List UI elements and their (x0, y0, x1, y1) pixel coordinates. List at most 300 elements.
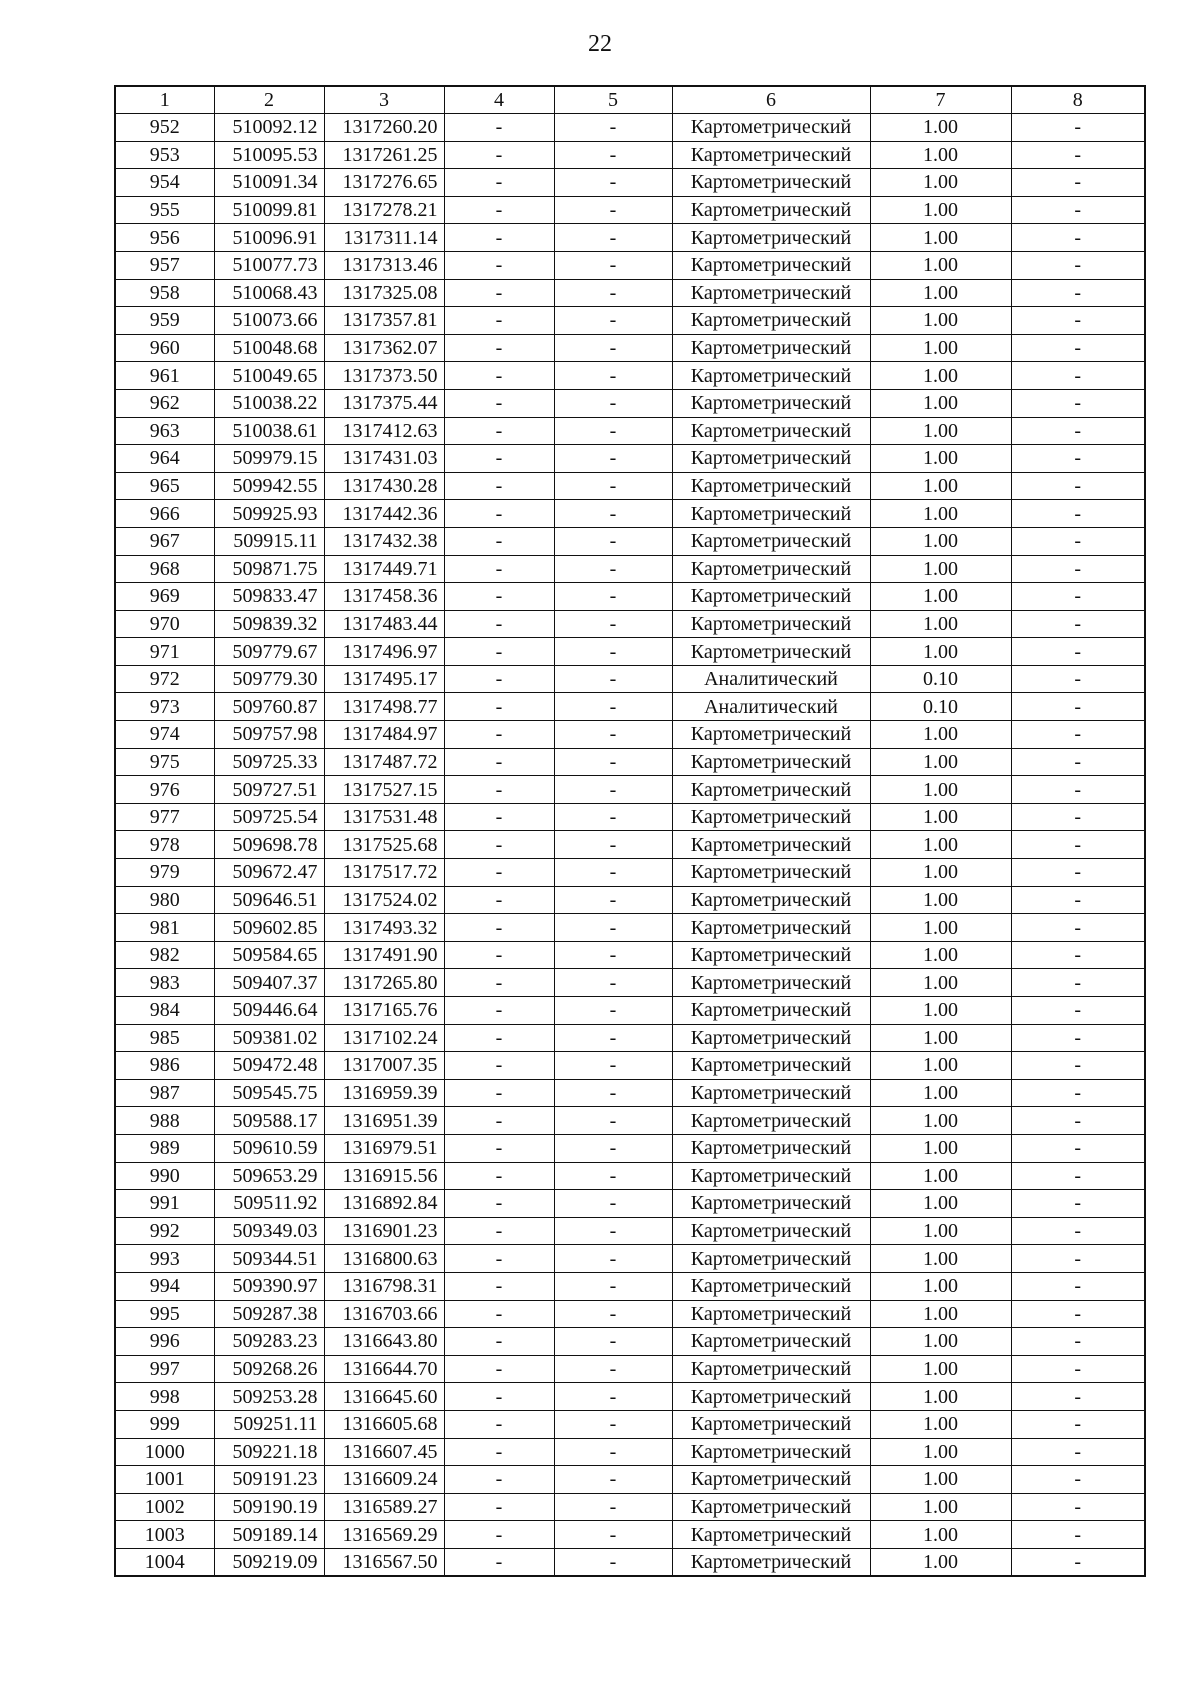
accuracy-cell: 1.00 (870, 803, 1011, 831)
col-5-cell: - (554, 196, 672, 224)
col-8-cell: - (1011, 1162, 1145, 1190)
y-coordinate-cell: 1316979.51 (324, 1134, 444, 1162)
col-4-cell: - (444, 472, 554, 500)
col-8-cell: - (1011, 1052, 1145, 1080)
point-number-cell: 969 (115, 583, 214, 611)
point-number-cell: 972 (115, 665, 214, 693)
col-5-cell: - (554, 776, 672, 804)
col-4-cell: - (444, 914, 554, 942)
col-4-cell: - (444, 1245, 554, 1273)
col-8-cell: - (1011, 997, 1145, 1025)
x-coordinate-cell: 509472.48 (214, 1052, 324, 1080)
y-coordinate-cell: 1316703.66 (324, 1300, 444, 1328)
x-coordinate-cell: 510049.65 (214, 362, 324, 390)
col-8-cell: - (1011, 1245, 1145, 1273)
col-5-cell: - (554, 941, 672, 969)
col-8-cell: - (1011, 1355, 1145, 1383)
point-number-cell: 1001 (115, 1466, 214, 1494)
table-row (115, 1272, 1145, 1300)
col-4-cell: - (444, 831, 554, 859)
y-coordinate-cell: 1316901.23 (324, 1217, 444, 1245)
col-5-cell: - (554, 1328, 672, 1356)
accuracy-cell: 1.00 (870, 417, 1011, 445)
col-4-cell: - (444, 803, 554, 831)
y-coordinate-cell: 1317498.77 (324, 693, 444, 721)
accuracy-cell: 1.00 (870, 472, 1011, 500)
point-number-cell: 1003 (115, 1521, 214, 1549)
method-cell: Картометрический (672, 1245, 870, 1273)
point-number-cell: 957 (115, 251, 214, 279)
accuracy-cell: 1.00 (870, 583, 1011, 611)
method-cell: Картометрический (672, 1300, 870, 1328)
x-coordinate-cell: 509253.28 (214, 1383, 324, 1411)
col-5-cell: - (554, 1466, 672, 1494)
table-row (115, 417, 1145, 445)
col-4-cell: - (444, 1300, 554, 1328)
table-body (115, 114, 1145, 1577)
x-coordinate-cell: 509602.85 (214, 914, 324, 942)
col-5-cell: - (554, 1024, 672, 1052)
accuracy-cell: 1.00 (870, 941, 1011, 969)
accuracy-cell: 1.00 (870, 1079, 1011, 1107)
accuracy-cell: 1.00 (870, 1383, 1011, 1411)
table-row (115, 389, 1145, 417)
col-4-cell: - (444, 1190, 554, 1218)
col-4-cell: - (444, 1355, 554, 1383)
col-4-cell: - (444, 279, 554, 307)
x-coordinate-cell: 509925.93 (214, 500, 324, 528)
point-number-cell: 959 (115, 307, 214, 335)
x-coordinate-cell: 509833.47 (214, 583, 324, 611)
y-coordinate-cell: 1317458.36 (324, 583, 444, 611)
accuracy-cell: 1.00 (870, 251, 1011, 279)
x-coordinate-cell: 509446.64 (214, 997, 324, 1025)
col-4-cell: - (444, 638, 554, 666)
point-number-cell: 978 (115, 831, 214, 859)
col-5-cell: - (554, 1052, 672, 1080)
y-coordinate-cell: 1317484.97 (324, 721, 444, 749)
col-5-cell: - (554, 1383, 672, 1411)
col-5-cell: - (554, 555, 672, 583)
y-coordinate-cell: 1317260.20 (324, 114, 444, 142)
accuracy-cell: 0.10 (870, 693, 1011, 721)
point-number-cell: 974 (115, 721, 214, 749)
method-cell: Картометрический (672, 114, 870, 142)
method-cell: Аналитический (672, 693, 870, 721)
x-coordinate-cell: 510077.73 (214, 251, 324, 279)
col-4-cell: - (444, 527, 554, 555)
col-4-cell: - (444, 389, 554, 417)
col-4-cell: - (444, 665, 554, 693)
table-row (115, 1521, 1145, 1549)
method-cell: Картометрический (672, 445, 870, 473)
col-8-cell: - (1011, 610, 1145, 638)
col-8-cell: - (1011, 969, 1145, 997)
table-row (115, 114, 1145, 142)
accuracy-cell: 1.00 (870, 831, 1011, 859)
point-number-cell: 1000 (115, 1438, 214, 1466)
table-row (115, 1493, 1145, 1521)
accuracy-cell: 1.00 (870, 1052, 1011, 1080)
col-8-cell: - (1011, 665, 1145, 693)
method-cell: Картометрический (672, 1024, 870, 1052)
accuracy-cell: 1.00 (870, 721, 1011, 749)
y-coordinate-cell: 1317007.35 (324, 1052, 444, 1080)
col-5-cell: - (554, 665, 672, 693)
y-coordinate-cell: 1317165.76 (324, 997, 444, 1025)
x-coordinate-cell: 510099.81 (214, 196, 324, 224)
col-8-cell: - (1011, 389, 1145, 417)
x-coordinate-cell: 509511.92 (214, 1190, 324, 1218)
table-row (115, 748, 1145, 776)
y-coordinate-cell: 1316567.50 (324, 1548, 444, 1576)
accuracy-cell: 1.00 (870, 969, 1011, 997)
point-number-cell: 960 (115, 334, 214, 362)
col-8-cell: - (1011, 224, 1145, 252)
col-5-cell: - (554, 1493, 672, 1521)
col-4-cell: - (444, 997, 554, 1025)
point-number-cell: 996 (115, 1328, 214, 1356)
col-4-cell: - (444, 1217, 554, 1245)
accuracy-cell: 1.00 (870, 555, 1011, 583)
method-cell: Картометрический (672, 196, 870, 224)
col-5-cell: - (554, 914, 672, 942)
col-5-cell: - (554, 886, 672, 914)
x-coordinate-cell: 509779.67 (214, 638, 324, 666)
accuracy-cell: 1.00 (870, 114, 1011, 142)
point-number-cell: 954 (115, 169, 214, 197)
x-coordinate-cell: 509584.65 (214, 941, 324, 969)
col-4-cell: - (444, 362, 554, 390)
x-coordinate-cell: 509760.87 (214, 693, 324, 721)
point-number-cell: 984 (115, 997, 214, 1025)
accuracy-cell: 1.00 (870, 1272, 1011, 1300)
col-4-cell: - (444, 1410, 554, 1438)
x-coordinate-cell: 509839.32 (214, 610, 324, 638)
accuracy-cell: 1.00 (870, 362, 1011, 390)
table-row (115, 500, 1145, 528)
y-coordinate-cell: 1317311.14 (324, 224, 444, 252)
col-5-cell: - (554, 638, 672, 666)
col-4-cell: - (444, 555, 554, 583)
table-row (115, 886, 1145, 914)
point-number-cell: 989 (115, 1134, 214, 1162)
method-cell: Картометрический (672, 224, 870, 252)
point-number-cell: 980 (115, 886, 214, 914)
col-4-cell: - (444, 886, 554, 914)
point-number-cell: 999 (115, 1410, 214, 1438)
col-4-cell: - (444, 1521, 554, 1549)
header-cell-4: 4 (444, 86, 554, 114)
table-row (115, 859, 1145, 887)
col-8-cell: - (1011, 279, 1145, 307)
table-row (115, 1355, 1145, 1383)
point-number-cell: 962 (115, 389, 214, 417)
y-coordinate-cell: 1317325.08 (324, 279, 444, 307)
header-cell-8: 8 (1011, 86, 1145, 114)
accuracy-cell: 1.00 (870, 1466, 1011, 1494)
col-4-cell: - (444, 1052, 554, 1080)
point-number-cell: 991 (115, 1190, 214, 1218)
header-row (115, 86, 1145, 114)
col-8-cell: - (1011, 1438, 1145, 1466)
col-5-cell: - (554, 748, 672, 776)
col-4-cell: - (444, 1328, 554, 1356)
x-coordinate-cell: 509349.03 (214, 1217, 324, 1245)
x-coordinate-cell: 509698.78 (214, 831, 324, 859)
method-cell: Картометрический (672, 1493, 870, 1521)
method-cell: Картометрический (672, 1107, 870, 1135)
col-8-cell: - (1011, 1134, 1145, 1162)
method-cell: Картометрический (672, 1521, 870, 1549)
accuracy-cell: 1.00 (870, 610, 1011, 638)
y-coordinate-cell: 1316951.39 (324, 1107, 444, 1135)
point-number-cell: 973 (115, 693, 214, 721)
y-coordinate-cell: 1317525.68 (324, 831, 444, 859)
y-coordinate-cell: 1317442.36 (324, 500, 444, 528)
y-coordinate-cell: 1317375.44 (324, 389, 444, 417)
accuracy-cell: 1.00 (870, 1190, 1011, 1218)
x-coordinate-cell: 509381.02 (214, 1024, 324, 1052)
table-row (115, 638, 1145, 666)
col-8-cell: - (1011, 251, 1145, 279)
col-4-cell: - (444, 169, 554, 197)
col-5-cell: - (554, 279, 672, 307)
col-4-cell: - (444, 224, 554, 252)
y-coordinate-cell: 1317531.48 (324, 803, 444, 831)
y-coordinate-cell: 1317373.50 (324, 362, 444, 390)
col-4-cell: - (444, 583, 554, 611)
table-row (115, 1217, 1145, 1245)
col-5-cell: - (554, 1300, 672, 1328)
y-coordinate-cell: 1317493.32 (324, 914, 444, 942)
x-coordinate-cell: 509646.51 (214, 886, 324, 914)
y-coordinate-cell: 1316609.24 (324, 1466, 444, 1494)
x-coordinate-cell: 509251.11 (214, 1410, 324, 1438)
y-coordinate-cell: 1316607.45 (324, 1438, 444, 1466)
table-row (115, 1079, 1145, 1107)
x-coordinate-cell: 509672.47 (214, 859, 324, 887)
point-number-cell: 979 (115, 859, 214, 887)
y-coordinate-cell: 1317357.81 (324, 307, 444, 335)
col-4-cell: - (444, 1162, 554, 1190)
y-coordinate-cell: 1316605.68 (324, 1410, 444, 1438)
col-4-cell: - (444, 417, 554, 445)
y-coordinate-cell: 1317313.46 (324, 251, 444, 279)
y-coordinate-cell: 1317496.97 (324, 638, 444, 666)
col-4-cell: - (444, 1272, 554, 1300)
method-cell: Картометрический (672, 1328, 870, 1356)
accuracy-cell: 1.00 (870, 886, 1011, 914)
col-5-cell: - (554, 969, 672, 997)
y-coordinate-cell: 1317278.21 (324, 196, 444, 224)
accuracy-cell: 1.00 (870, 196, 1011, 224)
y-coordinate-cell: 1317517.72 (324, 859, 444, 887)
x-coordinate-cell: 509191.23 (214, 1466, 324, 1494)
col-5-cell: - (554, 527, 672, 555)
point-number-cell: 964 (115, 445, 214, 473)
x-coordinate-cell: 509344.51 (214, 1245, 324, 1273)
col-8-cell: - (1011, 1272, 1145, 1300)
method-cell: Картометрический (672, 527, 870, 555)
col-5-cell: - (554, 114, 672, 142)
accuracy-cell: 1.00 (870, 1548, 1011, 1576)
method-cell: Картометрический (672, 307, 870, 335)
col-4-cell: - (444, 1548, 554, 1576)
col-8-cell: - (1011, 803, 1145, 831)
table-row (115, 1410, 1145, 1438)
method-cell: Картометрический (672, 638, 870, 666)
method-cell: Картометрический (672, 1217, 870, 1245)
col-4-cell: - (444, 1079, 554, 1107)
col-5-cell: - (554, 1438, 672, 1466)
x-coordinate-cell: 509219.09 (214, 1548, 324, 1576)
col-8-cell: - (1011, 941, 1145, 969)
y-coordinate-cell: 1316798.31 (324, 1272, 444, 1300)
y-coordinate-cell: 1317431.03 (324, 445, 444, 473)
table-row (115, 1052, 1145, 1080)
method-cell: Картометрический (672, 1134, 870, 1162)
method-cell: Аналитический (672, 665, 870, 693)
method-cell: Картометрический (672, 803, 870, 831)
col-4-cell: - (444, 610, 554, 638)
col-4-cell: - (444, 141, 554, 169)
table-row (115, 1162, 1145, 1190)
table-row (115, 196, 1145, 224)
col-4-cell: - (444, 1383, 554, 1411)
col-5-cell: - (554, 334, 672, 362)
col-4-cell: - (444, 1466, 554, 1494)
point-number-cell: 982 (115, 941, 214, 969)
y-coordinate-cell: 1317449.71 (324, 555, 444, 583)
point-number-cell: 995 (115, 1300, 214, 1328)
accuracy-cell: 1.00 (870, 445, 1011, 473)
point-number-cell: 970 (115, 610, 214, 638)
col-5-cell: - (554, 1079, 672, 1107)
col-5-cell: - (554, 389, 672, 417)
y-coordinate-cell: 1316915.56 (324, 1162, 444, 1190)
col-8-cell: - (1011, 196, 1145, 224)
table-row (115, 1245, 1145, 1273)
col-8-cell: - (1011, 1079, 1145, 1107)
col-4-cell: - (444, 1107, 554, 1135)
point-number-cell: 987 (115, 1079, 214, 1107)
y-coordinate-cell: 1316645.60 (324, 1383, 444, 1411)
table-row (115, 1438, 1145, 1466)
col-4-cell: - (444, 1024, 554, 1052)
method-cell: Картометрический (672, 997, 870, 1025)
x-coordinate-cell: 509653.29 (214, 1162, 324, 1190)
method-cell: Картометрический (672, 721, 870, 749)
accuracy-cell: 1.00 (870, 1410, 1011, 1438)
col-8-cell: - (1011, 1300, 1145, 1328)
accuracy-cell: 1.00 (870, 1355, 1011, 1383)
col-8-cell: - (1011, 748, 1145, 776)
x-coordinate-cell: 509725.54 (214, 803, 324, 831)
table-row (115, 831, 1145, 859)
x-coordinate-cell: 510073.66 (214, 307, 324, 335)
point-number-cell: 1004 (115, 1548, 214, 1576)
point-number-cell: 955 (115, 196, 214, 224)
table-row (115, 665, 1145, 693)
x-coordinate-cell: 510092.12 (214, 114, 324, 142)
col-5-cell: - (554, 859, 672, 887)
accuracy-cell: 1.00 (870, 1521, 1011, 1549)
point-number-cell: 971 (115, 638, 214, 666)
y-coordinate-cell: 1317261.25 (324, 141, 444, 169)
point-number-cell: 965 (115, 472, 214, 500)
accuracy-cell: 1.00 (870, 914, 1011, 942)
accuracy-cell: 0.10 (870, 665, 1011, 693)
y-coordinate-cell: 1317362.07 (324, 334, 444, 362)
accuracy-cell: 1.00 (870, 334, 1011, 362)
col-4-cell: - (444, 1438, 554, 1466)
point-number-cell: 966 (115, 500, 214, 528)
method-cell: Картометрический (672, 1190, 870, 1218)
col-5-cell: - (554, 500, 672, 528)
table-row (115, 224, 1145, 252)
y-coordinate-cell: 1317412.63 (324, 417, 444, 445)
col-4-cell: - (444, 196, 554, 224)
table-row (115, 693, 1145, 721)
col-4-cell: - (444, 334, 554, 362)
col-8-cell: - (1011, 1521, 1145, 1549)
col-4-cell: - (444, 445, 554, 473)
x-coordinate-cell: 509779.30 (214, 665, 324, 693)
accuracy-cell: 1.00 (870, 307, 1011, 335)
point-number-cell: 953 (115, 141, 214, 169)
accuracy-cell: 1.00 (870, 389, 1011, 417)
accuracy-cell: 1.00 (870, 500, 1011, 528)
accuracy-cell: 1.00 (870, 279, 1011, 307)
coordinates-table (114, 85, 1146, 1577)
col-8-cell: - (1011, 831, 1145, 859)
y-coordinate-cell: 1316643.80 (324, 1328, 444, 1356)
method-cell: Картометрический (672, 362, 870, 390)
col-8-cell: - (1011, 334, 1145, 362)
header-cell-1: 1 (115, 86, 214, 114)
col-5-cell: - (554, 1245, 672, 1273)
table-row (115, 1328, 1145, 1356)
accuracy-cell: 1.00 (870, 1438, 1011, 1466)
col-5-cell: - (554, 1548, 672, 1576)
method-cell: Картометрический (672, 1272, 870, 1300)
x-coordinate-cell: 509190.19 (214, 1493, 324, 1521)
table-row (115, 776, 1145, 804)
y-coordinate-cell: 1317430.28 (324, 472, 444, 500)
x-coordinate-cell: 509871.75 (214, 555, 324, 583)
method-cell: Картометрический (672, 1438, 870, 1466)
accuracy-cell: 1.00 (870, 748, 1011, 776)
col-4-cell: - (444, 776, 554, 804)
y-coordinate-cell: 1317265.80 (324, 969, 444, 997)
accuracy-cell: 1.00 (870, 1107, 1011, 1135)
x-coordinate-cell: 509727.51 (214, 776, 324, 804)
y-coordinate-cell: 1316959.39 (324, 1079, 444, 1107)
point-number-cell: 986 (115, 1052, 214, 1080)
table-row (115, 362, 1145, 390)
x-coordinate-cell: 510038.22 (214, 389, 324, 417)
col-5-cell: - (554, 1355, 672, 1383)
point-number-cell: 968 (115, 555, 214, 583)
point-number-cell: 983 (115, 969, 214, 997)
accuracy-cell: 1.00 (870, 1134, 1011, 1162)
x-coordinate-cell: 509287.38 (214, 1300, 324, 1328)
col-8-cell: - (1011, 859, 1145, 887)
point-number-cell: 985 (115, 1024, 214, 1052)
header-cell-5: 5 (554, 86, 672, 114)
x-coordinate-cell: 509268.26 (214, 1355, 324, 1383)
